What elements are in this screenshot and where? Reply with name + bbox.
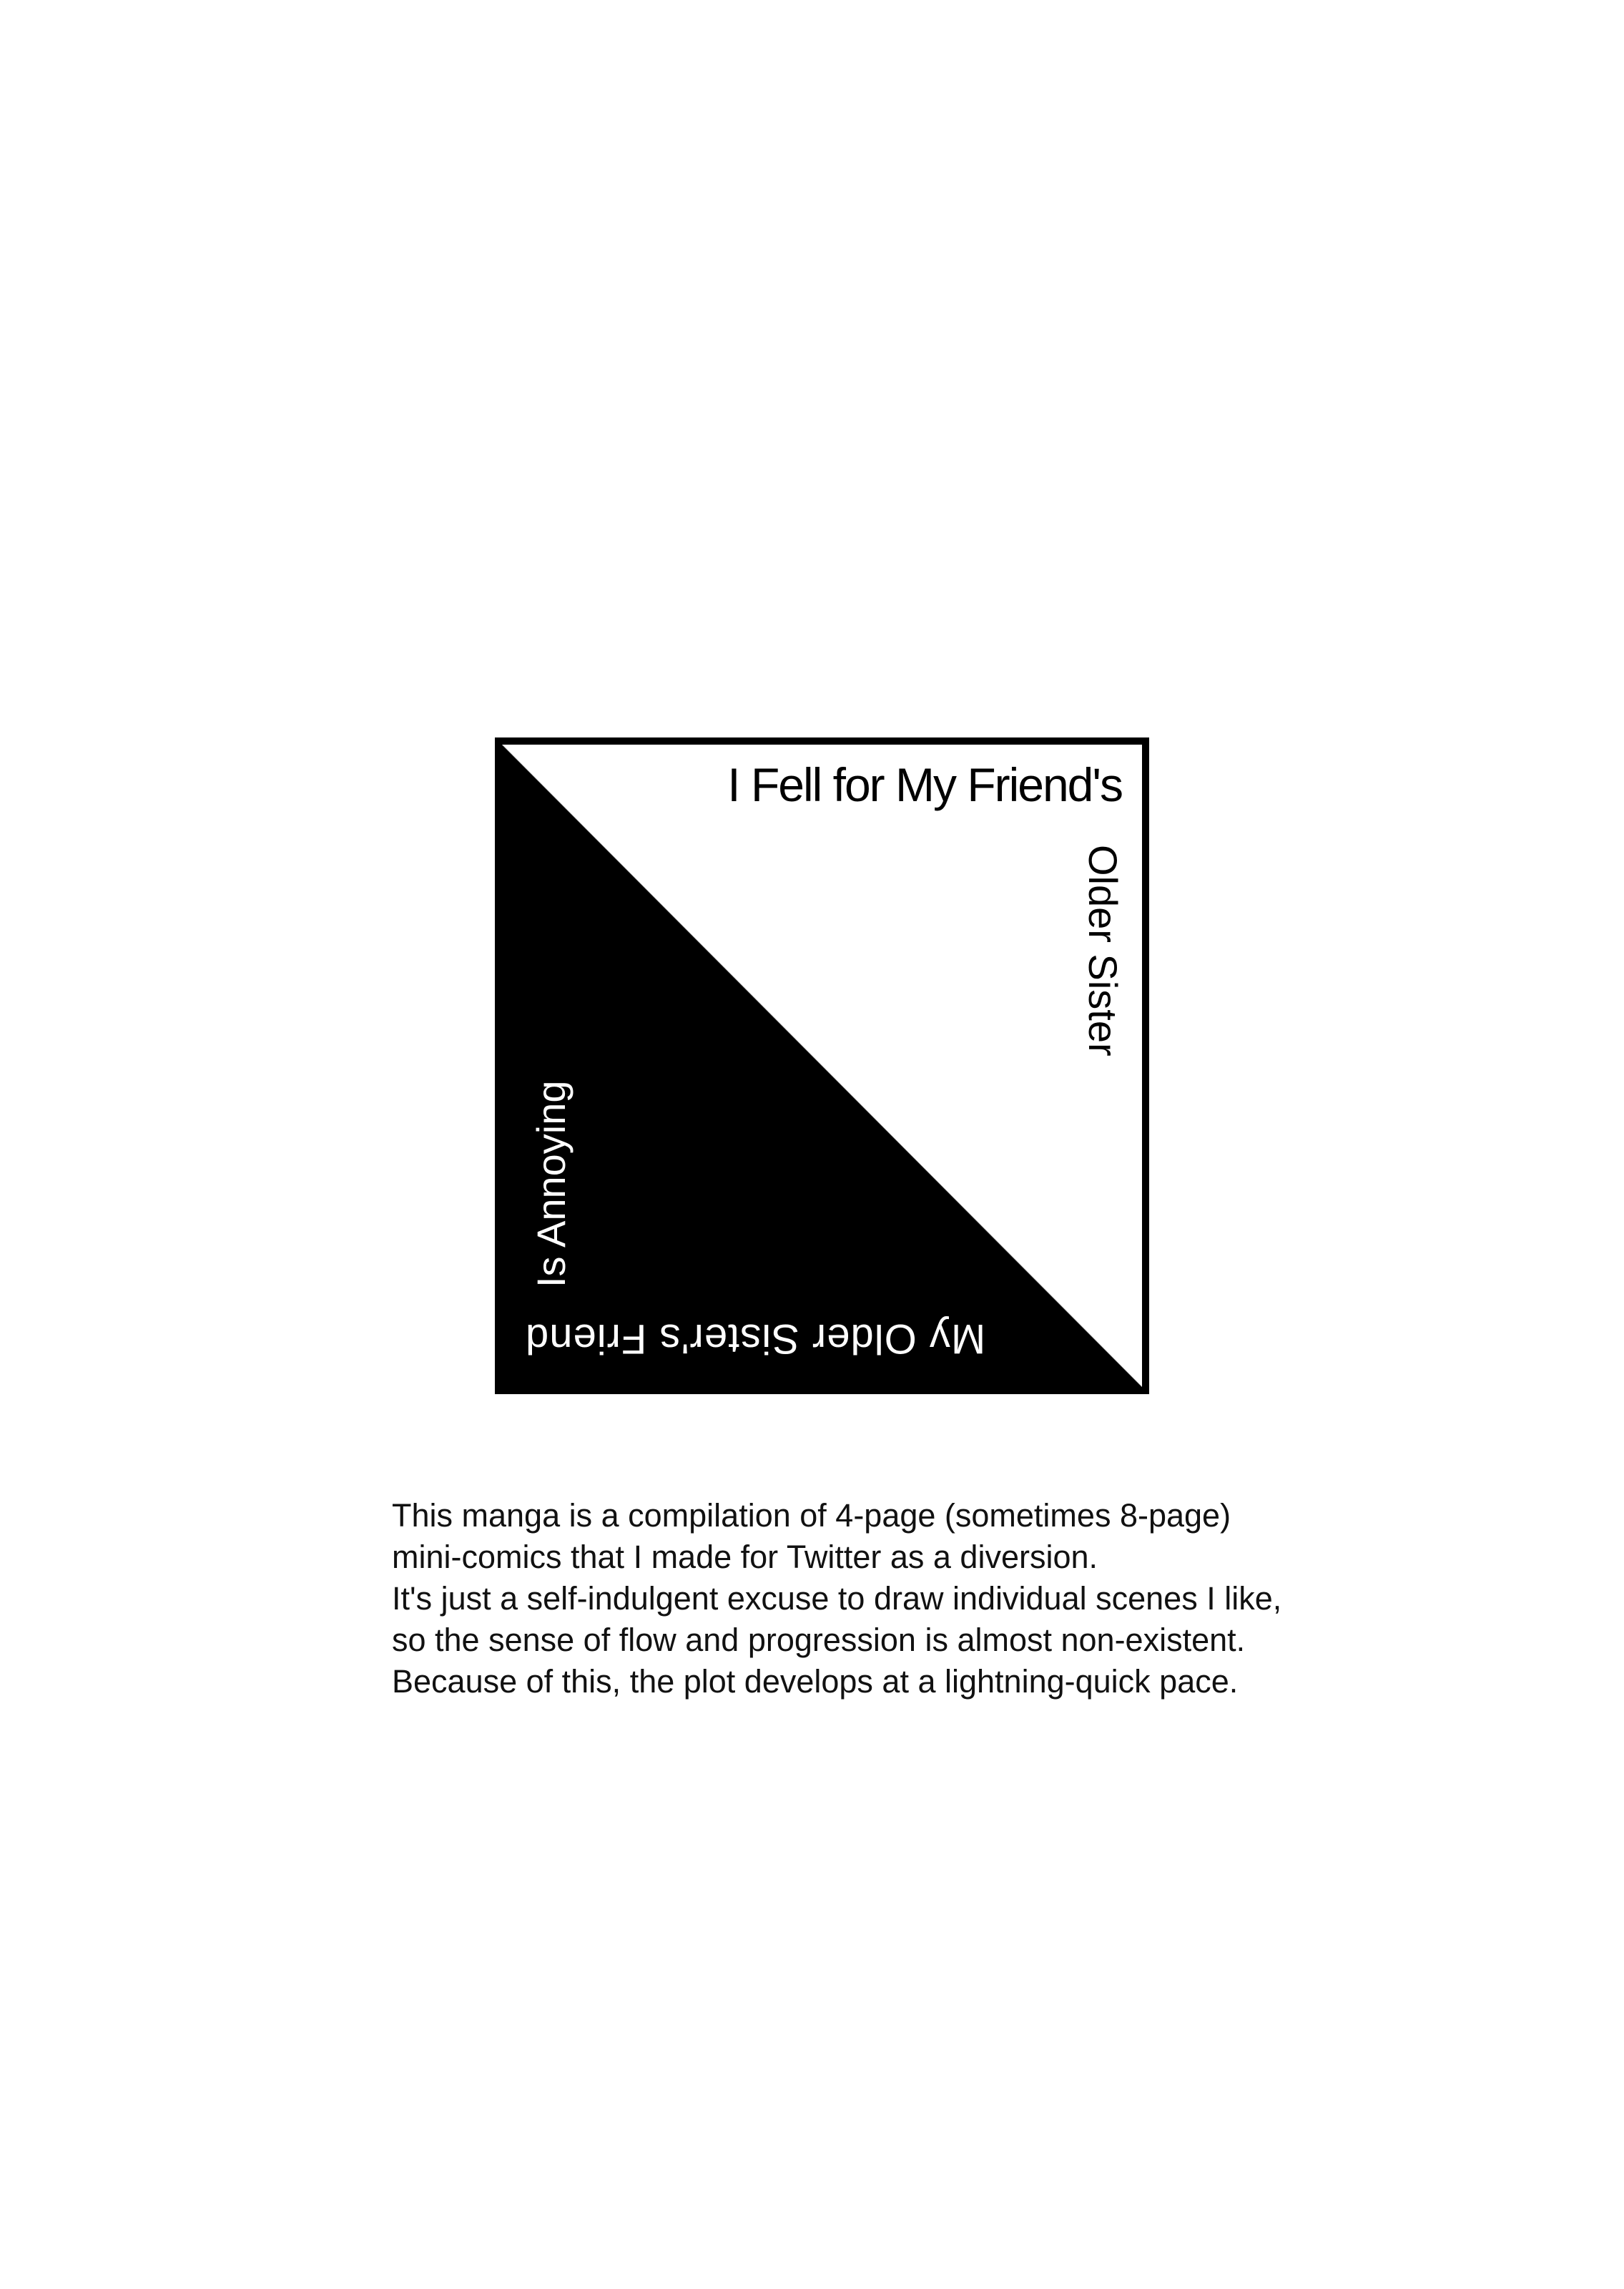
intro-paragraph — [392, 1495, 1465, 1702]
intro-line: so the sense of flow and progression is almost non-existent. — [392, 1622, 1246, 1658]
intro-line: mini-comics that I made for Twitter as a diversion. — [392, 1539, 1098, 1575]
intro-line: It's just a self-indulgent excuse to draw individual scenes I like, — [392, 1580, 1282, 1617]
intro-line: Because of this, the plot develops at a lightning-quick pace. — [392, 1663, 1239, 1700]
cover-art-box — [495, 737, 1149, 1394]
front-title-vertical: Older Sister — [1081, 845, 1126, 1057]
front-title-main: I Fell for My Friend's — [727, 758, 1122, 811]
back-title-vertical: Is Annoying — [528, 1080, 574, 1288]
intro-line: This manga is a compilation of 4-page (sometimes 8-page) — [392, 1497, 1231, 1534]
back-title-flipped: My Older Sister's Friend — [525, 1315, 986, 1362]
